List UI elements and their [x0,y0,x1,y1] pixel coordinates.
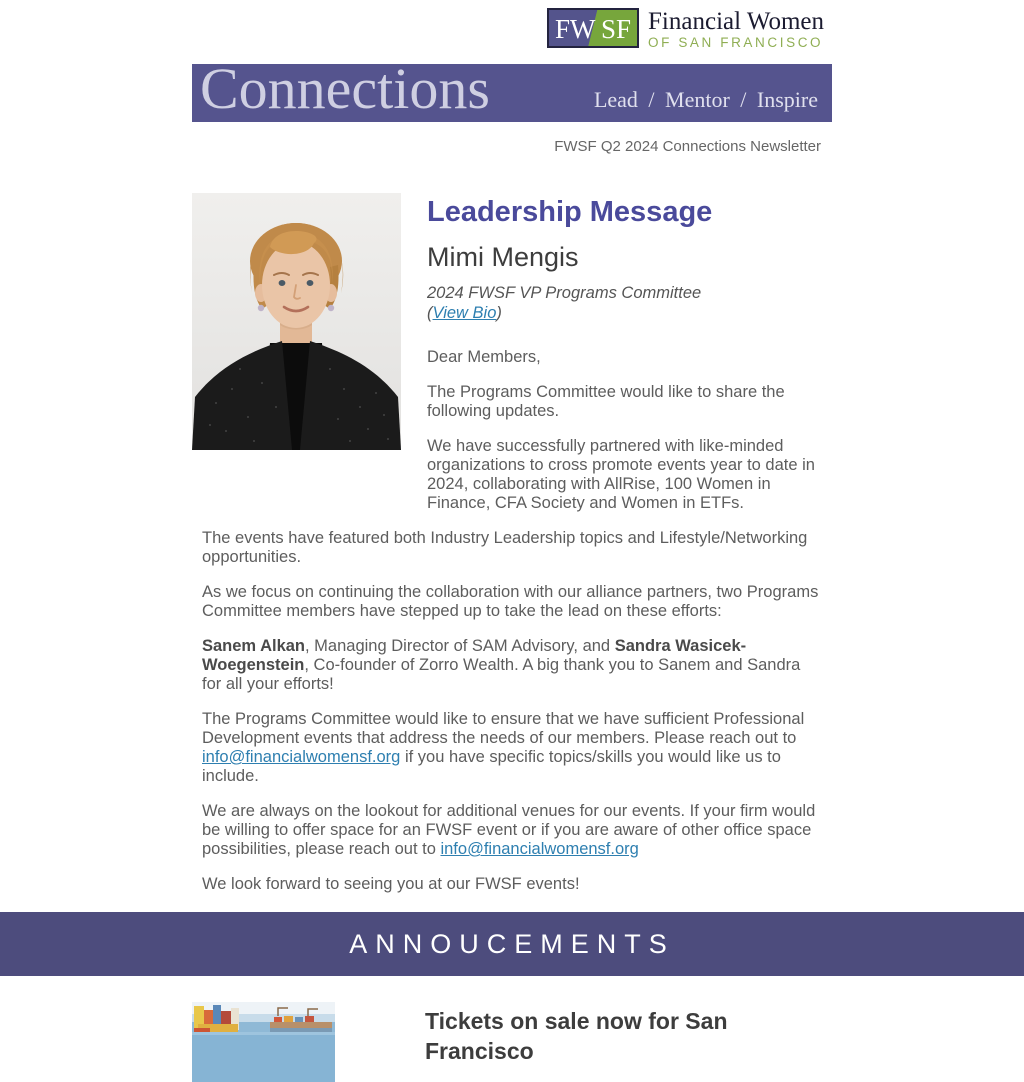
credit-paragraph [202,637,822,694]
newsletter-edition-label: FWSF Q2 2024 Connections Newsletter [554,138,821,155]
info-email-link-2[interactable]: info@financialwomensf.org [440,840,639,858]
partners-paragraph: We have successfully partnered with like-minded organizations to cross promote events year to date in 2024, collaborating with AllRise, 100 Women in Finance, CFA Society and Women in ETFs. [427,437,815,512]
fwsf-logo[interactable] [547,8,639,48]
member-name-1: Sanem Alkan [202,637,306,655]
member-name-2: Sandra Wasicek-Woegenstein [202,637,747,674]
view-bio-link[interactable]: View Bio [432,304,497,322]
view-bio-line [427,303,832,324]
connections-masthead [192,56,832,122]
org-name-block [648,8,824,50]
masthead-title: Connections [200,56,490,121]
venues-lead-text: We are always on the lookout for additional venues for our events. If your firm would be willing to offer space for an FWSF event or if you are aware of other office space possibilities, please reach out to [202,802,816,858]
author-title: 2024 FWSF VP Programs Committee [427,284,702,302]
brand-header [192,0,832,52]
logo-sf-text: SF [600,14,632,44]
mimi-mengis-portrait [192,193,401,450]
leadership-section [192,193,832,513]
email-content-column [192,0,832,894]
section-heading: Leadership Message [427,196,713,228]
author-name: Mimi Mengis [427,242,579,272]
bio-paren-close: ) [496,304,502,322]
outreach-lead-text: The Programs Committee would like to ensure that we have sufficient Professional Development events that address the needs of our members. Please reach out to [202,710,805,747]
info-email-link-1[interactable]: info@financialwomensf.org [202,748,401,766]
credit-mid-text: , Managing Director of SAM Advisory, and [305,637,615,655]
leadership-text-column [427,193,832,513]
closing-paragraph: We look forward to seeing you at our FWSF events! [202,875,580,893]
outreach-tail-text: if you have specific topics/skills you would like us to include. [202,748,781,785]
sf-waterfront-thumbnail[interactable] [192,1002,335,1082]
announcement-item [192,1002,832,1082]
announcement-title: Tickets on sale now for San Francisco [425,1008,728,1064]
masthead-tagline: Lead / Mentor / Inspire [593,87,818,112]
logo-fw-text: FW [555,14,596,44]
leadership-body [192,529,832,894]
announcements-banner [0,912,1024,976]
events-paragraph: The events have featured both Industry Leadership topics and Lifestyle/Networking opportunities. [202,529,808,566]
greeting-paragraph: Dear Members, [427,348,541,366]
org-name: Financial Women [648,8,824,35]
updates-paragraph: The Programs Committee would like to share the following updates. [427,383,785,420]
announcements-banner-label: ANNOUCEMENTS [349,928,675,959]
alliance-paragraph: As we focus on continuing the collaboration with our alliance partners, two Programs Committee members have stepped up to take the lead on these efforts: [202,583,819,620]
bio-paren-open: ( [427,304,433,322]
org-subname: OF SAN FRANCISCO [648,35,824,50]
venues-paragraph [202,802,822,859]
credit-tail-text: , Co-founder of Zorro Wealth. A big thank you to Sanem and Sandra for all your efforts! [202,656,801,693]
outreach-paragraph [202,710,822,786]
